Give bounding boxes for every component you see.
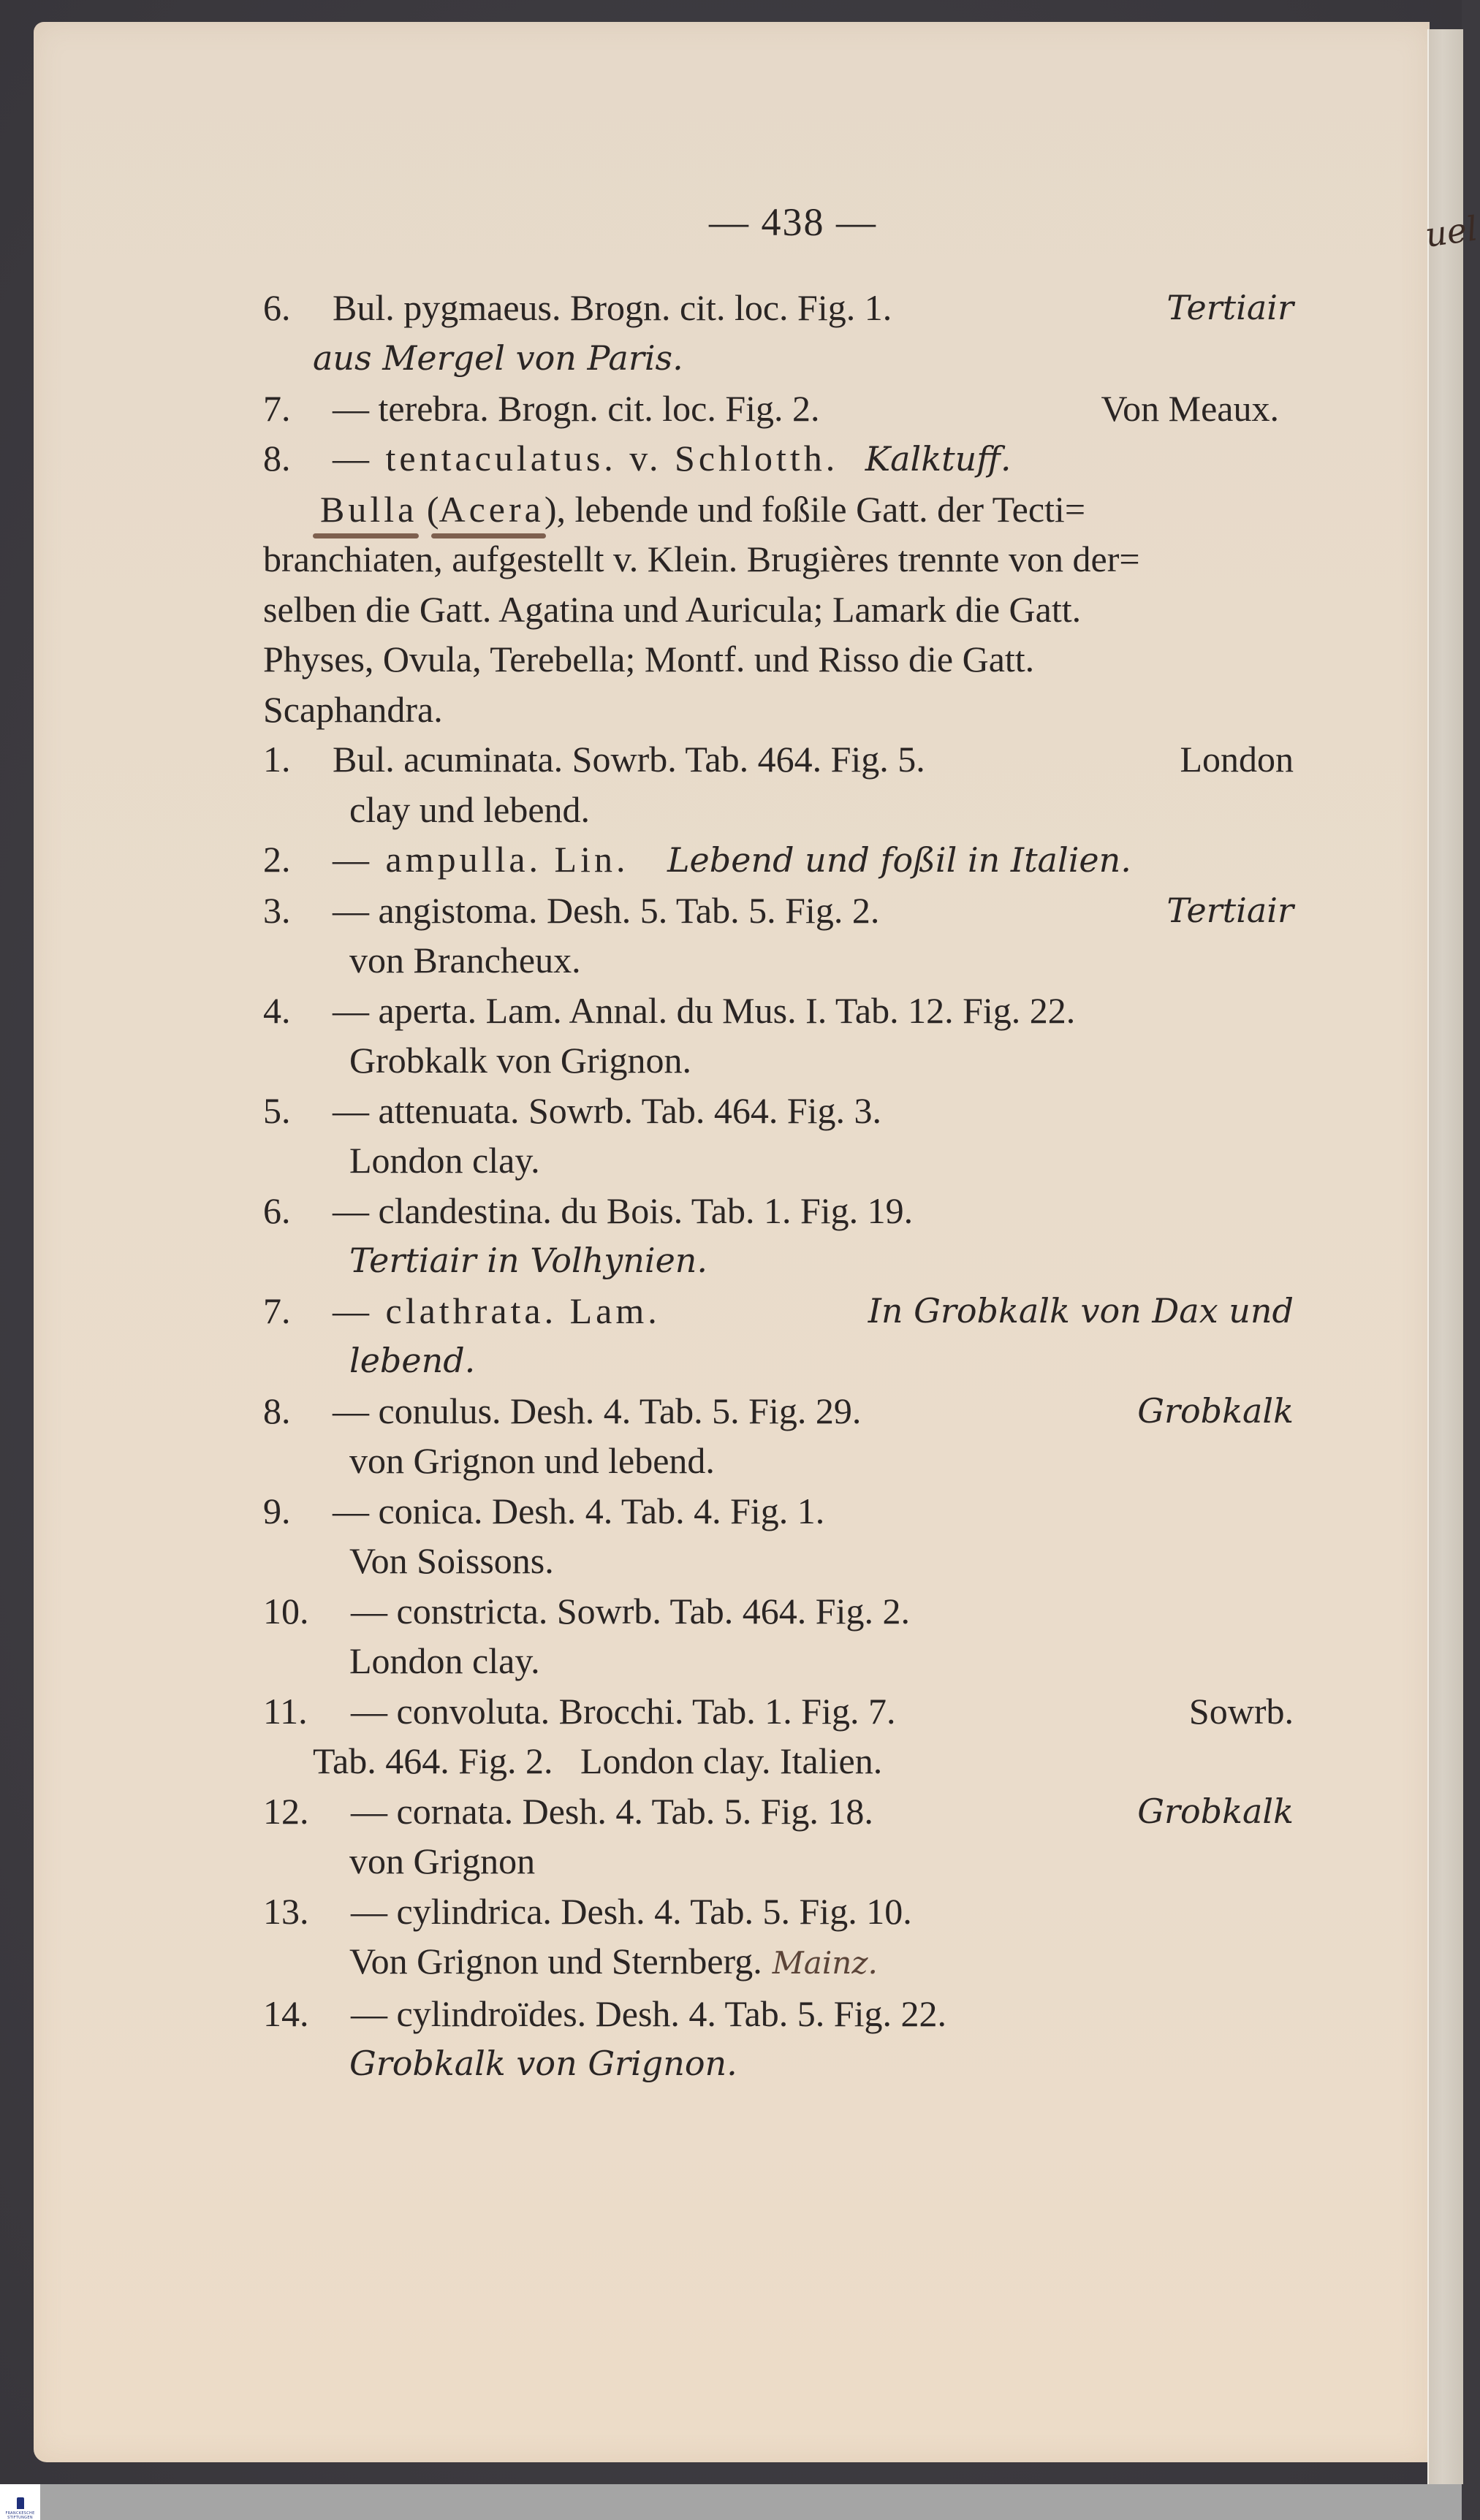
entry-continuation: [263, 1936, 1294, 1989]
intro-text: Physes, Ovula, Terebella; Montf. und Risso die Gatt.: [263, 639, 1035, 680]
entry-locality: Tertiair: [1166, 890, 1294, 930]
entry-number: 11.: [263, 1690, 308, 1732]
entry-locality: Grobkalk: [1137, 1791, 1294, 1831]
entry-number: 12.: [263, 1790, 309, 1832]
list-item: [263, 1186, 1294, 1236]
entry-continuation: London clay.: [349, 1640, 540, 1681]
statue-icon: [17, 2497, 24, 2509]
entry-citation: — clandestina. du Bois. Tab. 1. Fig. 19.: [333, 1189, 914, 1231]
next-page-edge: [1427, 29, 1463, 2484]
entry-citation: — conica. Desh. 4. Tab. 4. Fig. 1.: [333, 1490, 825, 1531]
entry-continuation: Tab. 464. Fig. 2. London clay. Italien.: [313, 1740, 883, 1781]
entry-citation: — angistoma. Desh. 5. Tab. 5. Fig. 2.: [333, 889, 880, 931]
entry-citation: — cornata. Desh. 4. Tab. 5. Fig. 18.: [351, 1790, 873, 1832]
entry-continuation: von Brancheux.: [349, 940, 581, 981]
entry-continuation: clay und lebend.: [349, 788, 591, 830]
list-item: [263, 1989, 1294, 2039]
list-item: [263, 384, 1294, 434]
entry-continuation: Grobkalk von Grignon.: [349, 2044, 737, 2083]
entry-continuation: [263, 332, 1294, 384]
entry-number: 9.: [263, 1490, 291, 1531]
list-item: [263, 734, 1294, 785]
subgenus-name: Acera: [439, 484, 544, 535]
entry-locality: aus Mergel von Paris.: [313, 338, 683, 378]
entry-citation: — clathrata. Lam.: [333, 1290, 661, 1331]
entry-citation: — terebra. Brogn. cit. loc. Fig. 2.: [333, 387, 820, 429]
logo-text: [5, 2511, 34, 2520]
entry-citation: — constricta. Sowrb. Tab. 464. Fig. 2.: [351, 1590, 910, 1632]
list-item: [263, 1486, 1294, 1537]
entry-number: 5.: [263, 1089, 291, 1131]
entry-citation: — aperta. Lam. Annal. du Mus. I. Tab. 12. Fig. 22.: [333, 989, 1076, 1031]
handwritten-margin-note: uel: [1422, 208, 1480, 255]
entry-continuation: lebend.: [349, 1341, 476, 1380]
list-item: [263, 834, 1294, 886]
entry-locality: Sowrb.: [1188, 1690, 1294, 1732]
entry-number: 6.: [263, 286, 291, 328]
list-item: [263, 1586, 1294, 1637]
list-item: [263, 283, 1294, 333]
entry-number: 2.: [263, 839, 291, 880]
entry-number: 13.: [263, 1890, 309, 1932]
list-item: [263, 1887, 1294, 1937]
entry-number: 6.: [263, 1189, 291, 1231]
handwritten-annotation: Mainz.: [772, 1945, 878, 1981]
entry-continuation: von Grignon und lebend.: [349, 1440, 715, 1481]
entry-continuation: von Grignon: [349, 1840, 536, 1881]
intro-text: branchiaten, aufgestellt v. Klein. Brugières trennte von der=: [263, 538, 1140, 579]
entry-number: 4.: [263, 989, 291, 1031]
entry-locality: London: [1180, 739, 1294, 780]
entry-locality: Lebend und foßil in Italien.: [667, 840, 1131, 880]
entry-number: 10.: [263, 1590, 309, 1632]
entry-continuation: London clay.: [349, 1140, 540, 1181]
intro-text: Scaphandra.: [263, 688, 443, 730]
list-item: [263, 433, 1294, 484]
entry-locality: Kalktuff.: [865, 439, 1012, 479]
entry-citation: Bul. acuminata. Sowrb. Tab. 464. Fig. 5.: [333, 739, 925, 780]
entry-continuation: Tertiair in Volhynien.: [349, 1241, 708, 1280]
list-item: [263, 1686, 1294, 1737]
genus-intro-line: Bulla (Acera), lebende und foßile Gatt. der Tecti=: [263, 484, 1294, 535]
viewer-footer-bar: [0, 2484, 1462, 2520]
entry-number: 8.: [263, 438, 291, 479]
page-text: [263, 197, 1294, 2089]
entry-locality: In Grobkalk von Dax und: [868, 1290, 1294, 1331]
list-item: [263, 1086, 1294, 1136]
entry-number: 8.: [263, 1390, 291, 1431]
list-item: [263, 1286, 1294, 1336]
logo-text-line: FRANCKESCHE: [5, 2511, 35, 2516]
entry-citation: — cylindroïdes. Desh. 4. Tab. 5. Fig. 22.: [351, 1992, 946, 2034]
entry-locality: Von Grignon und Sternberg.: [349, 1941, 762, 1982]
logo-text-line: STIFTUNGEN: [7, 2516, 33, 2520]
entry-citation: Bul. pygmaeus. Brogn. cit. loc. Fig. 1.: [333, 286, 892, 328]
intro-text: ), lebende und foßile Gatt. der Tecti=: [544, 488, 1086, 530]
institution-logo: [0, 2484, 40, 2520]
entry-number: 14.: [263, 1992, 309, 2034]
entry-citation: — cylindrica. Desh. 4. Tab. 5. Fig. 10.: [351, 1890, 912, 1932]
entry-citation: — tentaculatus. v. Schlotth.: [333, 438, 839, 479]
entry-citation: — attenuata. Sowrb. Tab. 464. Fig. 3.: [333, 1089, 882, 1131]
entry-number: 7.: [263, 387, 291, 429]
entry-number: 3.: [263, 889, 291, 931]
entry-number: 7.: [263, 1290, 291, 1331]
entry-locality: Tertiair: [1166, 287, 1294, 327]
intro-text: selben die Gatt. Agatina und Auricula; Lamark die Gatt.: [263, 588, 1082, 630]
entry-locality: Von Meaux.: [1101, 387, 1279, 429]
entry-citation: — conulus. Desh. 4. Tab. 5. Fig. 29.: [333, 1390, 862, 1431]
genus-name: Bulla: [320, 484, 417, 535]
list-item: [263, 1786, 1294, 1837]
entry-locality: Grobkalk: [1137, 1390, 1294, 1431]
entry-citation: — convoluta. Brocchi. Tab. 1. Fig. 7.: [351, 1690, 896, 1732]
page-number: — 438 —: [709, 200, 877, 244]
list-item: [263, 1386, 1294, 1436]
entry-continuation: Von Soissons.: [349, 1540, 554, 1581]
list-item: [263, 986, 1294, 1036]
entry-number: 1.: [263, 739, 291, 780]
entry-citation: — ampulla. Lin.: [333, 839, 629, 880]
entry-continuation: Grobkalk von Grignon.: [349, 1040, 691, 1081]
list-item: [263, 886, 1294, 936]
